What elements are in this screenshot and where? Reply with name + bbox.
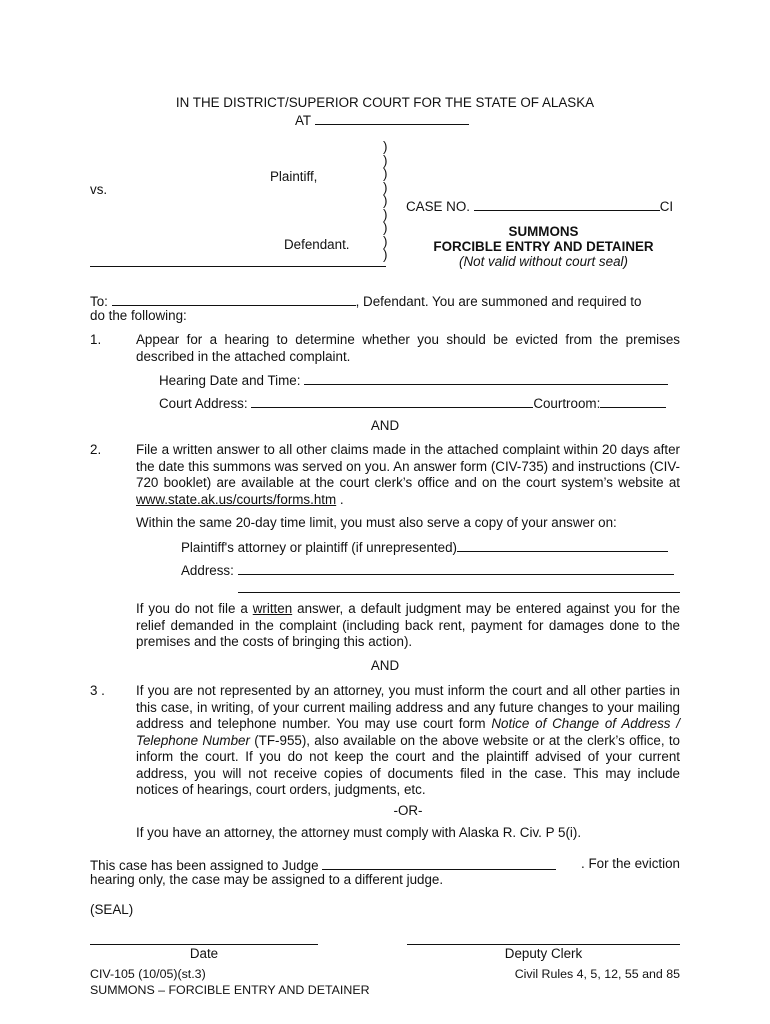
default-text-pre: If you do not file a [136, 601, 253, 616]
item-2-end: . [336, 491, 344, 507]
court-address-label: Court Address: [159, 396, 248, 411]
item-1-number: 1. [90, 332, 102, 347]
caption-bracket: ) ) ) ) ) ) ) ) ) [383, 139, 388, 262]
clerk-signature-line[interactable] [407, 944, 680, 945]
item-3-body-b: (TF-955), also available on the above website or at the clerk’s office, to inform the court. If you do not keep the court and the plaintiff advised of your current address, you will not receive copies of documents filed in the case. This may include notices of hearings, court orders, judgments, etc. [136, 732, 680, 797]
change-of-address-form: Notice of Change of Address / Telephone Number [136, 716, 680, 748]
at-label: AT [295, 113, 311, 128]
form-id: CIV-105 (10/05)(st.3) [90, 967, 206, 981]
attorney-label: Plaintiff's attorney or plaintiff (if unrepresented) [181, 540, 457, 555]
court-header: IN THE DISTRICT/SUPERIOR COURT FOR THE STATE OF ALASKA [175, 95, 595, 110]
address-label: Address: [181, 563, 234, 578]
written-emphasis: written [252, 601, 293, 616]
hearing-date-field[interactable] [304, 371, 668, 385]
item-2-text [136, 442, 680, 508]
judge-field[interactable] [322, 856, 556, 870]
court-location-line [295, 111, 469, 130]
item-2-number: 2. [90, 442, 102, 457]
defendant-label: Defendant. [284, 237, 350, 252]
and-separator-2: AND [370, 658, 400, 673]
address-line [181, 561, 674, 580]
item-1-text: Appear for a hearing to determine whether you should be evicted from the premises described in the attached complaint. [136, 332, 680, 364]
address-field[interactable] [238, 561, 674, 575]
court-address-line [159, 394, 666, 413]
defendant-to-field[interactable] [112, 292, 356, 306]
item-3-number: 3 . [90, 683, 105, 698]
seal-label: (SEAL) [90, 902, 134, 917]
address-field-line-2[interactable] [238, 592, 680, 593]
default-judgment-text [136, 601, 680, 651]
attorney-compliance-text: If you have an attorney, the attorney must comply with Alaska R. Civ. P 5(i). [136, 825, 582, 840]
summons-title: SUMMONS [508, 224, 579, 239]
case-number-line [406, 197, 673, 216]
judge-line-2: hearing only, the case may be assigned to a different judge. [90, 872, 444, 887]
courtroom-label: Courtroom: [533, 396, 601, 411]
judge-label: This case has been assigned to Judge [90, 858, 319, 873]
case-no-label: CASE NO. [406, 199, 470, 214]
court-location-field[interactable] [315, 111, 469, 125]
attorney-field[interactable] [457, 538, 668, 552]
court-address-field[interactable] [251, 394, 533, 408]
courtroom-field[interactable] [600, 394, 666, 408]
plaintiff-label: Plaintiff, [270, 169, 318, 184]
form-title: SUMMONS – FORCIBLE ENTRY AND DETAINER [90, 983, 370, 997]
case-suffix: CI [659, 199, 674, 214]
or-separator: -OR- [393, 803, 423, 818]
to-line-text: , Defendant. You are summoned and required to [355, 294, 642, 309]
item-3-text [136, 683, 680, 799]
item-2-body: File a written answer to all other claims made in the attached complaint within 20 days after the date this summons was served on you. An answer form (CIV-735) and instructions (CIV-720 booklet) are available at the court clerk’s office and on the court system’s website at [136, 442, 680, 490]
judge-after: . For the eviction [581, 856, 680, 871]
date-signature-line[interactable] [90, 944, 318, 945]
case-number-field[interactable] [474, 197, 660, 211]
hearing-date-line [159, 371, 668, 390]
within-text: Within the same 20-day time limit, you must also serve a copy of your answer on: [136, 515, 617, 530]
to-label: To: [90, 294, 108, 309]
vs-label: vs. [90, 182, 108, 197]
attorney-line [181, 538, 668, 557]
date-label: Date [189, 946, 219, 961]
defendant-name-line[interactable] [90, 266, 386, 267]
item-3-body-a: If you are not represented by an attorney, you must inform the court and all other parties in this case, in writing, of your current mailing address and any future changes to your mailing address and telephone number. You may use court form [136, 683, 680, 731]
forcible-entry-title: FORCIBLE ENTRY AND DETAINER [433, 239, 654, 254]
to-line-2: do the following: [90, 308, 187, 323]
seal-note: (Not valid without court seal) [459, 254, 628, 269]
default-text-post: answer, a default judgment may be entered against you for the relief demanded in the complaint (including back rent, payment for damages done to the premises and the costs of bringing this action). [136, 601, 680, 649]
deputy-clerk-label: Deputy Clerk [504, 946, 583, 961]
and-separator-1: AND [370, 418, 400, 433]
civil-rules: Civil Rules 4, 5, 12, 55 and 85 [514, 967, 680, 981]
hearing-date-label: Hearing Date and Time: [159, 373, 301, 388]
forms-website-link[interactable]: www.state.ak.us/courts/forms.htm [136, 491, 337, 507]
